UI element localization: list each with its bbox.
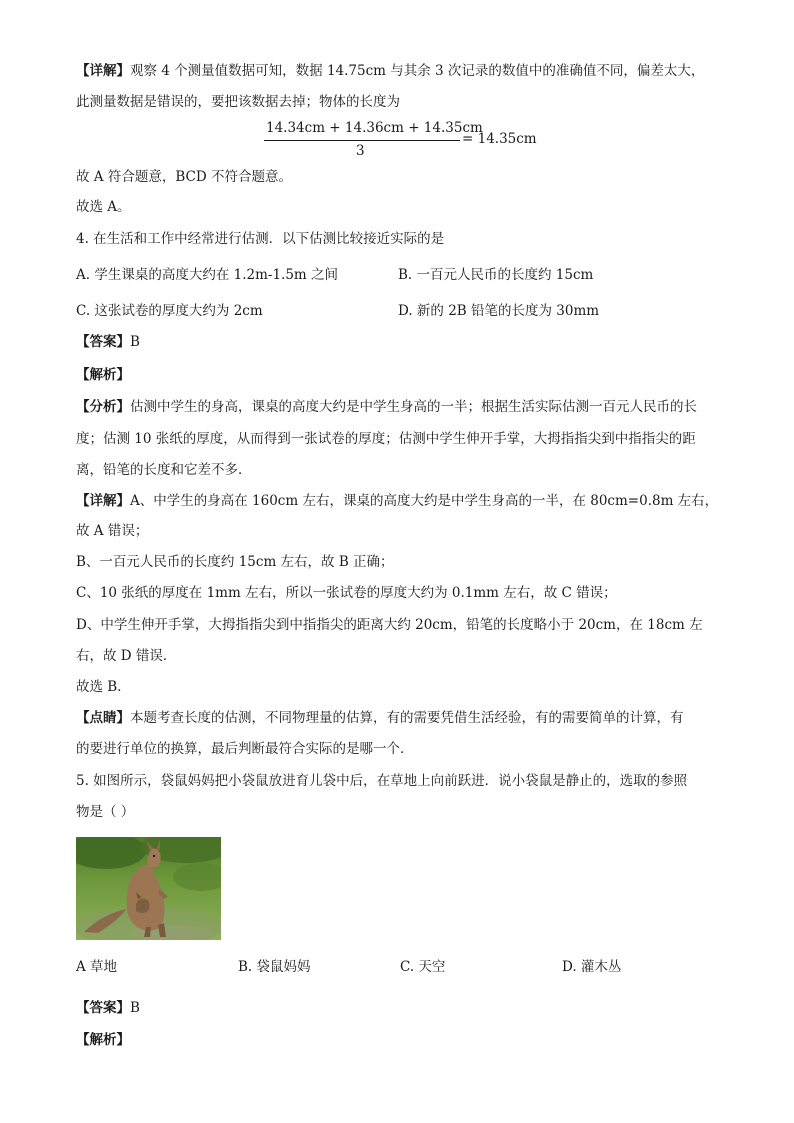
choose-line-q3: 故选 A。 — [76, 199, 131, 215]
q4-option-c: C. 这张试卷的厚度大约为 2cm — [76, 303, 263, 319]
detail-paragraph-line2: 此测量数据是错误的，要把该数据去掉；物体的长度为 — [76, 94, 400, 110]
question-4-stem: 4. 在生活和工作中经常进行估测．以下估测比较接近实际的是 — [76, 231, 445, 247]
q4-option-a: A. 学生课桌的高度大约在 1.2m-1.5m 之间 — [76, 267, 339, 283]
q4-analysis-heading: 【解析】 — [76, 367, 130, 383]
fenxi-text: 估测中学生的身高，课桌的高度大约是中学生身高的一半；根据生活实际估测一百元人民币的长 — [130, 399, 697, 415]
q5-option-d: D. 灌木丛 — [562, 959, 622, 975]
q4-fenxi-line1 — [76, 398, 697, 416]
q4-option-b: B. 一百元人民币的长度约 15cm — [398, 267, 594, 283]
q5-option-a: A 草地 — [76, 959, 118, 975]
dianjing-tag: 【点睛】 — [76, 710, 130, 726]
answer-tag: 【答案】 — [76, 334, 130, 350]
q4-fenxi-line3: 离，铅笔的长度和它差不多． — [76, 462, 252, 478]
q4-detail-d-line1: D、中学生伸开手掌，大拇指指尖到中指指尖的距离大约 20cm，铅笔的长度略小于 20cm，在 18cm 左 — [76, 617, 703, 633]
question-5-stem-line1: 5. 如图所示，袋鼠妈妈把小袋鼠放进育儿袋中后，在草地上向前跃进．说小袋鼠是静止的，选取的参照 — [76, 773, 688, 789]
q4-fenxi-line2: 度；估测 10 张纸的厚度，从而得到一张试卷的厚度；估测中学生伸开手掌，大拇指指尖到中指指尖的距 — [76, 431, 696, 447]
q4-dianjing-line1 — [76, 709, 684, 727]
conclusion-line: 故 A 符合题意，BCD 不符合题意。 — [76, 169, 292, 185]
formula-numerator: 14.34cm + 14.36cm + 14.35cm — [266, 120, 483, 136]
detail-paragraph-line1 — [76, 62, 704, 80]
answer-value: B — [130, 1000, 140, 1016]
detail-a-text: A、中学生的身高在 160cm 左右，课桌的高度大约是中学生身高的一半，在 80cm=0.8m 左右， — [130, 493, 719, 509]
detail-tag: 【详解】 — [76, 493, 130, 509]
q4-detail-c: C、10 张纸的厚度在 1mm 左右，所以一张试卷的厚度大约为 0.1mm 左右，故 C 错误； — [76, 585, 617, 601]
formula-denominator: 3 — [356, 143, 365, 159]
q4-detail-b: B、一百元人民币的长度约 15cm 左右，故 B 正确； — [76, 554, 394, 570]
q4-detail-a-line1 — [76, 492, 718, 510]
dianjing-text: 本题考查长度的估测，不同物理量的估算，有的需要凭借生活经验，有的需要简单的计算，有 — [130, 710, 684, 726]
question-5-stem-line2: 物是（ ） — [76, 804, 135, 820]
fenxi-tag: 【分析】 — [76, 399, 130, 415]
q4-option-d: D. 新的 2B 铅笔的长度为 30mm — [398, 303, 600, 319]
q4-detail-d-line2: 右，故 D 错误． — [76, 648, 177, 664]
q5-answer — [76, 999, 140, 1017]
choose-line-q4: 故选 B． — [76, 679, 131, 695]
detail-text: 观察 4 个测量值数据可知，数据 14.75cm 与其余 3 次记录的数值中的准确值不同，偏差太大， — [130, 63, 705, 79]
q5-option-c: C. 天空 — [400, 959, 446, 975]
detail-tag: 【详解】 — [76, 63, 130, 79]
length-average-formula — [262, 118, 542, 162]
answer-tag: 【答案】 — [76, 1000, 130, 1016]
formula-result: = 14.35cm — [462, 131, 537, 147]
q5-analysis-heading: 【解析】 — [76, 1032, 130, 1048]
q4-detail-a-line2: 故 A 错误； — [76, 523, 149, 539]
q4-dianjing-line2: 的要进行单位的换算，最后判断最符合实际的是哪一个． — [76, 741, 414, 757]
q4-answer — [76, 333, 140, 351]
q5-option-b: B. 袋鼠妈妈 — [238, 959, 311, 975]
fraction-bar — [264, 140, 460, 141]
answer-value: B — [130, 334, 140, 350]
kangaroo-photo — [76, 837, 221, 940]
